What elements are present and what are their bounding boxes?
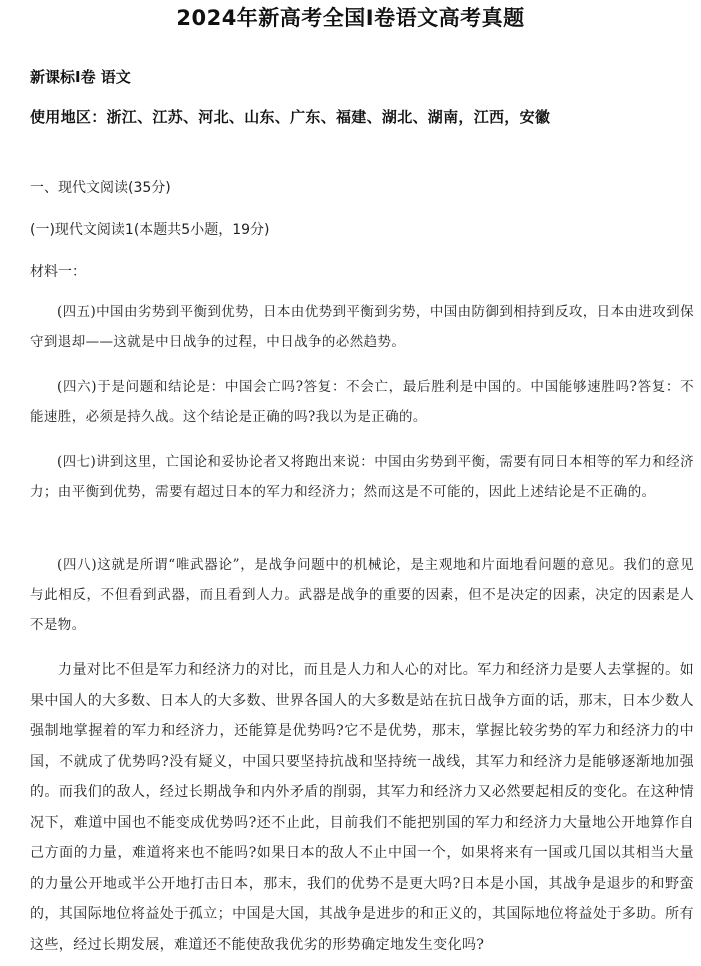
paragraph-46: (四六)于是问题和结论是：中国会亡吗?答复：不会亡，最后胜利是中国的。中国能够速胜吗?答复：不能速胜，必须是持久战。这个结论是正确的吗?我以为是正确的。 — [30, 379, 694, 425]
material-label: 材料一： — [30, 264, 86, 280]
usage-regions: 使用地区：浙江、江苏、河北、山东、广东、福建、湖北、湖南，江西，安徽 — [30, 108, 551, 126]
paragraph-strength-comparison: 力量对比不但是军力和经济力的对比，而且是人力和人心的对比。军力和经济力是要人去掌握的。如果中国人的大多数、日本人的大多数、世界各国人的大多数是站在抗日战争方面的话，那末，日本少数人强制地掌握着的军力和经济力，还能算是优势吗?它不是优势，那末，掌握比较劣势的军力和经济力的中国，不就成了优势吗?没有疑义，中国只要坚持抗战和坚持统一战线，其军力和经济力是能够逐渐地加强的。而我们的敌人，经过长期战争和内外矛盾的削弱，其军力和经济力又必然要起相反的变化。在这种情况下，难道中国也不能变成优势吗?还不止此，目前我们不能把别国的军力和经济力大量地公开地算作自己方面的力量，难道将来也不能吗?如果日本的敌人不止中国一个，如果将来有一国或几国以其相当大量的力量公开地或半公开地打击日本，那末，我们的优势不是更大吗?日本是小国，其战争是退步的和野蛮的，其国际地位将益处于孤立；中国是大国，其战争是进步的和正义的，其国际地位将益处于多助。所有这些，经过长期发展，难道还不能使敌我优劣的形势确定地发生变化吗? — [30, 662, 694, 953]
paragraph-45: (四五)中国由劣势到平衡到优势，日本由优势到平衡到劣势，中国由防御到相持到反攻，日本由进攻到保守到退却——这就是中日战争的过程，中日战争的必然趋势。 — [30, 304, 694, 350]
paragraph-48: (四八)这就是所谓“唯武器论”，是战争问题中的机械论，是主观地和片面地看问题的意见。我们的意见与此相反，不但看到武器，而且看到人力。武器是战争的重要的因素，但不是决定的因素，决定的因素是人不是物。 — [30, 557, 694, 633]
paragraph-47: (四七)讲到这里，亡国论和妥协论者又将跑出来说：中国由劣势到平衡，需要有同日本相等的军力和经济力；由平衡到优势，需要有超过日本的军力和经济力；然而这是不可能的，因此上述结论是不正确的。 — [30, 454, 694, 500]
section-heading: 一、现代文阅读(35分) — [30, 180, 171, 196]
subsection-heading: (一)现代文阅读1(本题共5小题，19分) — [30, 222, 270, 238]
exam-subtitle: 新课标Ⅰ卷 语文 — [30, 68, 131, 86]
document-title: 2024年新高考全国Ⅰ卷语文高考真题 — [176, 6, 525, 30]
